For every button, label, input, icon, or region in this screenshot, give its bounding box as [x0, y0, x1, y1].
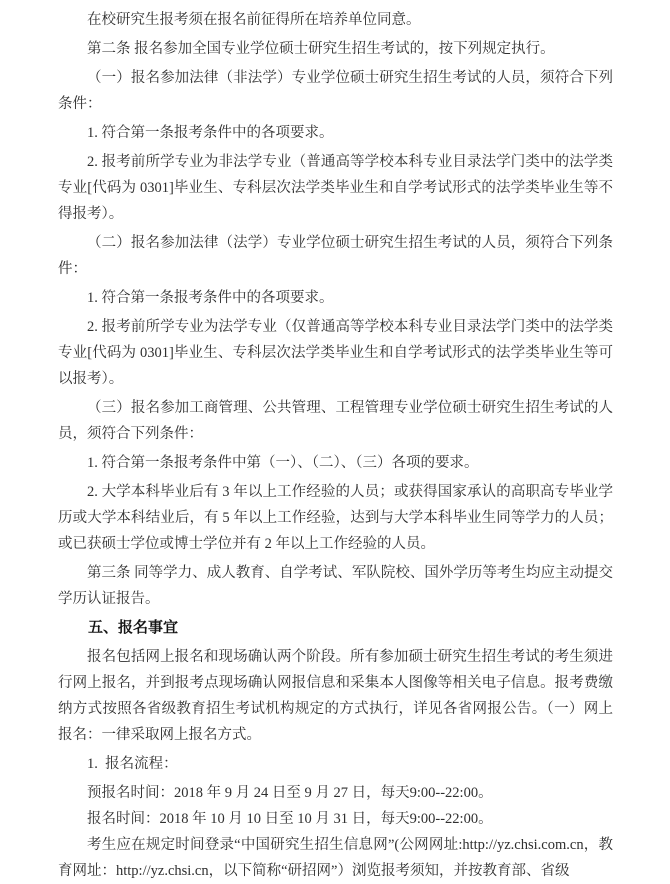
- paragraph-16: 预报名时间：2018 年 9 月 24 日至 9 月 27 日，每天9:00--22:00。: [87, 785, 493, 801]
- paragraph-18: 考生应在规定时间登录“中国研究生招生信息网”(公网网址:http://yz.chsi.com.cn，教育网址：http://yz.chsi.cn，以下简称“研招网”）浏览报考须知，并按教育部、省级: [58, 837, 613, 879]
- paragraph-2: 第二条 报名参加全国专业学位硕士研究生招生考试的，按下列规定执行。: [87, 41, 555, 57]
- paragraph-4: 1. 符合第一条报考条件中的各项要求。: [87, 125, 334, 141]
- paragraph-17: 报名时间：2018 年 10 月 10 日至 10 月 31 日，每天9:00--22:00。: [87, 811, 493, 827]
- paragraph-1: 在校研究生报考须在报名前征得所在培养单位同意。: [87, 12, 421, 28]
- paragraph-6: （二）报名参加法律（法学）专业学位硕士研究生招生考试的人员，须符合下列条件：: [58, 235, 613, 277]
- paragraph-9: （三）报名参加工商管理、公共管理、工程管理专业学位硕士研究生招生考试的人员，须符合下列条件：: [58, 400, 613, 442]
- paragraph-8: 2. 报考前所学专业为法学专业（仅普通高等学校本科专业目录法学门类中的法学类专业[代码为 0301]毕业生、专科层次法学类毕业生和自学考试形式的法学类毕业生等可以报考）。: [58, 319, 613, 387]
- paragraph-15: 1. 报名流程：: [87, 756, 178, 772]
- paragraph-10: 1. 符合第一条报考条件中第（一）、（二）、（三）各项的要求。: [87, 455, 479, 471]
- paragraph-5: 2. 报考前所学专业为非法学专业（普通高等学校本科专业目录法学门类中的法学类专业[代码为 0301]毕业生、专科层次法学类毕业生和自学考试形式的法学类毕业生等不得报考）。: [58, 154, 613, 222]
- paragraph-3: （一）报名参加法律（非法学）专业学位硕士研究生招生考试的人员，须符合下列条件：: [58, 70, 613, 112]
- paragraph-11: 2. 大学本科毕业后有 3 年以上工作经验的人员；或获得国家承认的高职高专毕业学历或大学本科结业后，有 5 年以上工作经验，达到与大学本科毕业生同等学力的人员；或已获硕士学位或博士学位并有 2 年以上工作经验的人员。: [58, 484, 613, 552]
- paragraph-12: 第三条 同等学力、成人教育、自学考试、军队院校、国外学历等考生均应主动提交学历认证报告。: [58, 565, 613, 607]
- section-heading: 五、报名事宜: [88, 620, 179, 636]
- paragraph-14: 报名包括网上报名和现场确认两个阶段。所有参加硕士研究生招生考试的考生须进行网上报名，并到报考点现场确认网报信息和采集本人图像等相关电子信息。报考费缴纳方式按照各省级教育招生考试机构规定的方式执行，详见各省网报公告。（一）网上报名：一律采取网上报名方式。: [58, 649, 613, 743]
- paragraph-7: 1. 符合第一条报考条件中的各项要求。: [87, 290, 334, 306]
